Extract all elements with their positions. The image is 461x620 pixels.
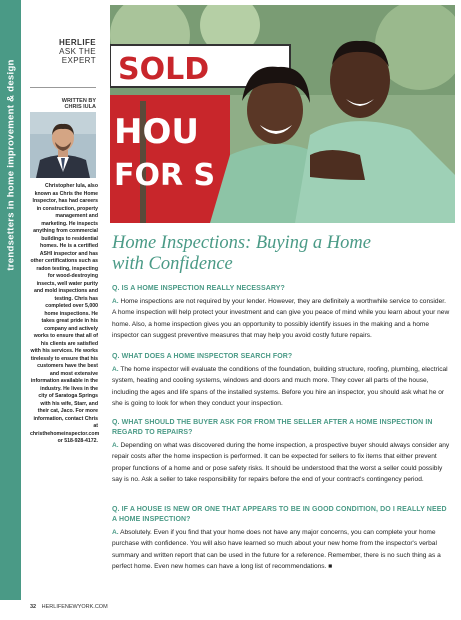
qa-block-1 (112, 284, 450, 342)
answer-1-text: Home inspections are not required by your lender. However, they are definitely a worthwhile service to consider. A home inspection will help protect your investment and can give you peace of mind while you learn about your new home. Also, a home inspection gives you an opportunity to possibly identify issues in the making and a home inspector can suggest preventive measures that may help you avoid costly future repairs. (112, 298, 450, 340)
hero-photo-illustration (110, 5, 455, 223)
answer-4-prefix: A. (112, 529, 119, 536)
answer-1 (112, 296, 450, 342)
sidebar-tagline (0, 0, 21, 600)
answer-1-prefix: A. (112, 298, 119, 305)
byline-label: WRITTEN BY (61, 98, 96, 104)
answer-3-prefix: A. (112, 442, 119, 449)
author-headshot (30, 112, 96, 178)
article-title-line2: with Confidence (112, 254, 233, 274)
answer-4 (112, 527, 450, 573)
question-2: Q. WHAT DOES A HOME INSPECTOR SEARCH FOR? (112, 353, 293, 360)
brand-name: HERLIFE (58, 38, 96, 47)
page-footer (30, 604, 108, 610)
qa-block-3 (112, 418, 450, 486)
section-name-line2: EXPERT (61, 56, 96, 65)
answer-2-text: The home inspector will evaluate the conditions of the foundation, building structure, roofing, plumbing, electrical system, heating and cooling systems, windows and doors and much more. They cover all parts of the house, including the ages and life spans of the installed systems. Before you hire an inspector, you should ask what he or she is going to look for when they conduct your inspection. (112, 366, 448, 408)
column-header (30, 38, 96, 110)
question-4: Q. IF A HOUSE IS NEW OR ONE THAT APPEARS TO BE IN GOOD CONDITION, DO I REALLY NEED A HOME INSPECTION? (112, 506, 447, 523)
sale-sign-text-line1: HOU (114, 112, 199, 152)
sale-sign-text-line2: FOR S (114, 158, 216, 193)
qa-block-2 (112, 352, 450, 410)
author-bio: Christopher Iula, also known as Chris the Home Inspector, has had careers in construction, property management and marketing. He inspects anything from commercial buildings to residential homes. He is a certified ASHI inspector and has other certifications such as radon testing, inspecting for wood-destroying insects, well water purity and mold inspections and testing. Chris has completed over 5,000 home inspections. He takes great pride in his company and actively works to ensure that all of his clients are satisfied with his services. He works tirelessly to ensure that his customers have the best and most extensive information available in the industry. He lives in the city of Saratoga Springs with his wife, Starr, and their cat, Jaco. For more information, contact Chris at christhehomeinspector.com or 518-928-4172. (30, 183, 100, 444)
qa-block-4 (112, 505, 450, 573)
answer-4-text: Absolutely. Even if you find that your home does not have any major concerns, you can complete your home purchase with confidence. You will also have learned so much about your new home from the inspector's verbal summary and written report that can be used in the future for a reference. Remember, there is no such thing as a perfect home. Even new homes can have a long list of recommendations. ■ (112, 529, 441, 571)
headshot-illustration (30, 112, 96, 178)
page-number: 32 (30, 604, 37, 610)
answer-3-text: Depending on what was discovered during the home inspection, a prospective buyer should always consider any repair costs after the home inspection is performed. It can be expected for sellers to fix items that either prevent proper functions of a home and or pose safety risks. It should be understood that the worst a seller could possibly say is no. Ask a seller to take responsibility for repairs before the end of your contract's contingency period. (112, 442, 450, 484)
header-divider (30, 87, 96, 88)
answer-2 (112, 364, 450, 410)
section-name-line1: ASK THE (59, 47, 96, 56)
answer-2-prefix: A. (112, 366, 119, 373)
author-name: CHRIS IULA (64, 104, 96, 110)
article-title (112, 233, 442, 275)
article-title-line1: Home Inspections: Buying a Home (112, 233, 371, 253)
hero-photo (110, 5, 455, 223)
footer-website: HERLIFENEWYORK.COM (41, 604, 108, 610)
sold-sign-text: SOLD (118, 52, 210, 87)
answer-3 (112, 440, 450, 486)
question-1: Q. IS A HOME INSPECTION REALLY NECESSARY? (112, 285, 285, 292)
sidebar-tagline-text: trendsetters in home improvement & design (5, 59, 16, 271)
question-3: Q. WHAT SHOULD THE BUYER ASK FOR FROM THE SELLER AFTER A HOME INSPECTION IN REGARD TO REPAIRS? (112, 419, 433, 436)
